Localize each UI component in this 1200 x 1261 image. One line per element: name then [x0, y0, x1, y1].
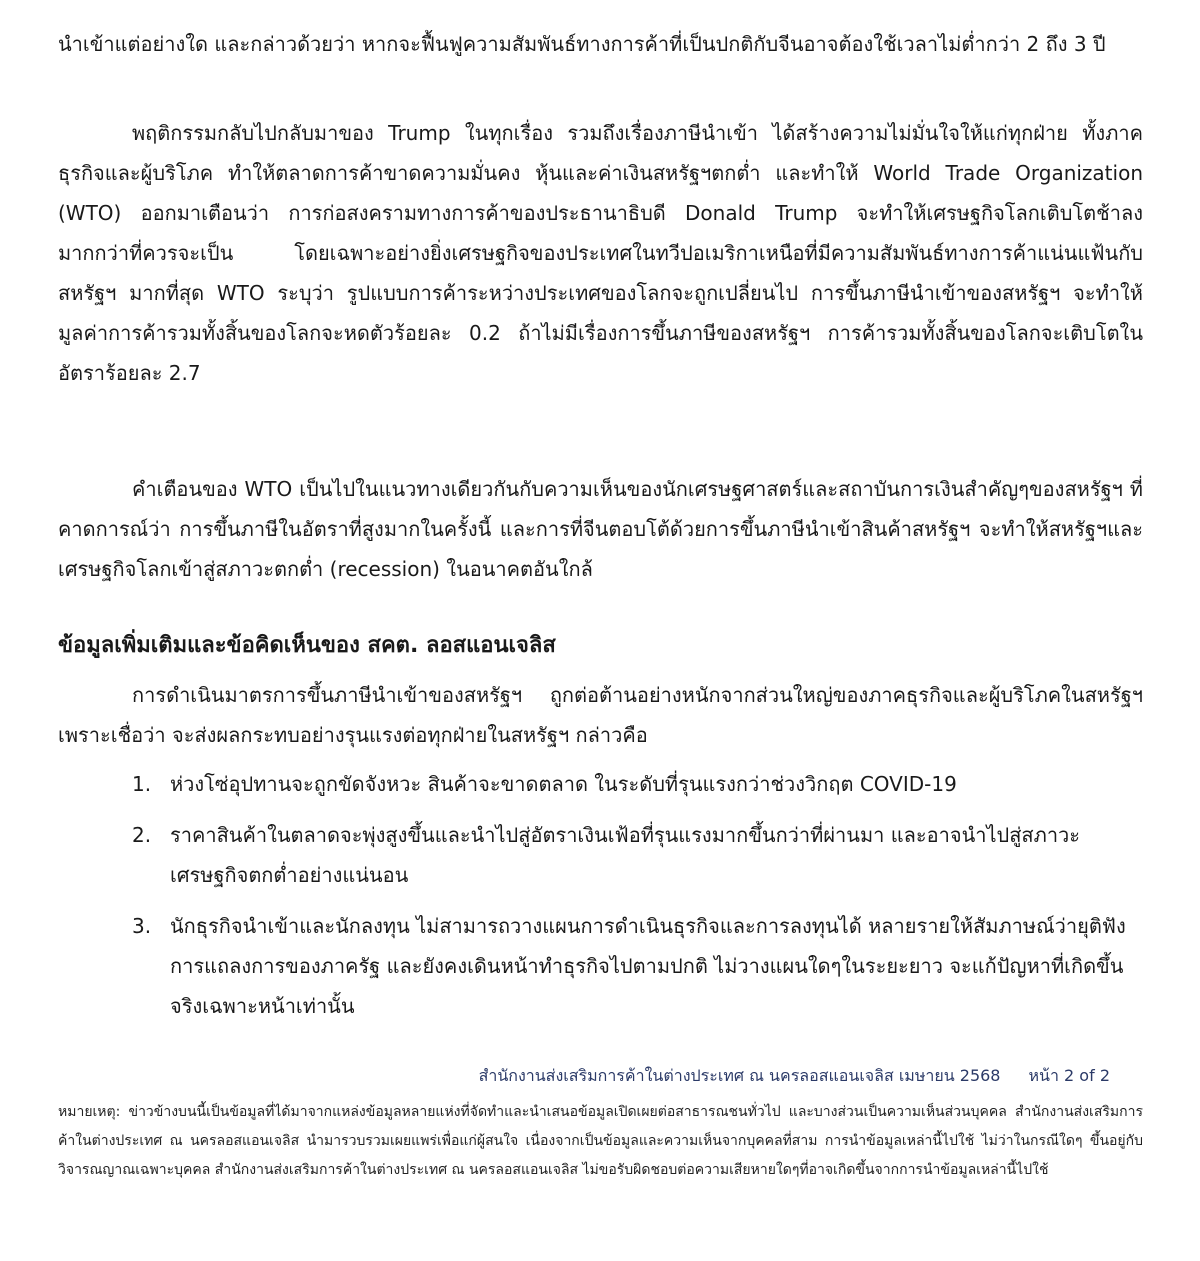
list-item-number: 3. — [132, 914, 152, 938]
footer — [479, 1064, 1110, 1089]
list-item-number: 1. — [132, 772, 152, 796]
list-item-text: ห่วงโซ่อุปทานจะถูกขัดจังหวะ สินค้าจะขาดตลาด ในระดับที่รุนแรงกว่าช่วงวิกฤต COVID-19 — [170, 772, 957, 796]
paragraph-top: นำเข้าแต่อย่างใด และกล่าวด้วยว่า หากจะฟื้นฟูความสัมพันธ์ทางการค้าที่เป็นปกติกับจีนอาจต้องใช้เวลาไม่ต่ำกว่า 2 ถึง 3 ปี — [58, 32, 1106, 56]
list-item-text: นักธุรกิจนำเข้าและนักลงทุน ไม่สามารถวางแผนการดำเนินธุรกิจและการลงทุนได้ หลายรายให้สัมภาษณ์ว่ายุติฟังการแถลงการของภาครัฐ และยังคงเดินหน้าทำธุรกิจไปตามปกติ ไม่วางแผนใดๆในระยะยาว จะแก้ปัญหาที่เกิดขึ้นจริงเฉพาะหน้าเท่านั้น — [170, 914, 1126, 1018]
section-heading: ข้อมูลเพิ่มเติมและข้อคิดเห็นของ สคต. ลอสแอนเจลิส — [58, 633, 556, 658]
paragraph-opposition: การดำเนินมาตรการขึ้นภาษีนำเข้าของสหรัฐฯ ถูกต่อต้านอย่างหนักจากส่วนใหญ่ของภาคธุรกิจและผู้บริโภคในสหรัฐฯ เพราะเชื่อว่า จะส่งผลกระทบอย่างรุนแรงต่อทุกฝ่ายในสหรัฐฯ กล่าวคือ — [58, 683, 1143, 747]
list-item-number: 2. — [132, 823, 152, 847]
paragraph-wto-warning: คำเตือนของ WTO เป็นไปในแนวทางเดียวกันกับความเห็นของนักเศรษฐศาสตร์และสถาบันการเงินสำคัญๆของสหรัฐฯ ที่คาดการณ์ว่า การขึ้นภาษีในอัตราที่สูงมากในครั้งนี้ และการที่จีนตอบโต้ด้วยการขึ้นภาษีนำเข้าสินค้าสหรัฐฯ จะทำให้สหรัฐฯและเศรษฐกิจโลกเข้าสู่สภาวะตกต่ำ (recession) ในอนาคตอันใกล้ — [58, 477, 1143, 581]
list-item — [58, 815, 1143, 895]
paragraph-trump-behavior: พฤติกรรมกลับไปกลับมาของ Trump ในทุกเรื่อง รวมถึงเรื่องภาษีนำเข้า ได้สร้างความไม่มั่นใจให้แก่ทุกฝ่าย ทั้งภาคธุรกิจและผู้บริโภค ทำให้ตลาดการค้าขาดความมั่นคง หุ้นและค่าเงินสหรัฐฯตกต่ำ และทำให้ World Trade Organization (WTO) ออกมาเตือนว่า การก่อสงครามทางการค้าของประธานาธิบดี Donald Trump จะทำให้เศรษฐกิจโลกเติบโตช้าลงมากกว่าที่ควรจะเป็น โดยเฉพาะอย่างยิ่งเศรษฐกิจของประเทศในทวีปอเมริกาเหนือที่มีความสัมพันธ์ทางการค้าแน่นแฟ้นกับสหรัฐฯ มากที่สุด WTO ระบุว่า รูปแบบการค้าระหว่างประเทศของโลกจะถูกเปลี่ยนไป การขึ้นภาษีนำเข้าของสหรัฐฯ จะทำให้มูลค่าการค้ารวมทั้งสิ้นของโลกจะหดตัวร้อยละ 0.2 ถ้าไม่มีเรื่องการขึ้นภาษีของสหรัฐฯ การค้ารวมทั้งสิ้นของโลกจะเติบโตในอัตราร้อยละ 2.7 — [58, 121, 1143, 385]
page-number: หน้า 2 of 2 — [1028, 1066, 1110, 1085]
list-item — [58, 764, 1143, 804]
footer-office-text: สำนักงานส่งเสริมการค้าในต่างประเทศ ณ นครลอสแอนเจลิส เมษายน 2568 — [478, 1066, 1001, 1085]
list-item-text: ราคาสินค้าในตลาดจะพุ่งสูงขึ้นและนำไปสู่อัตราเงินเฟ้อที่รุนแรงมากขึ้นกว่าที่ผ่านมา และอาจนำไปสู่สภาวะเศรษฐกิจตกต่ำอย่างแน่นอน — [170, 823, 1081, 887]
impact-list — [58, 764, 1143, 1037]
disclaimer-note: หมายเหตุ: ข่าวข้างบนนี้เป็นข้อมูลที่ได้มาจากแหล่งข้อมูลหลายแห่งที่จัดทำและนำเสนอข้อมูลเปิดเผยต่อสาธารณชนทั่วไป และบางส่วนเป็นความเห็นส่วนบุคคล สำนักงานส่งเสริมการค้าในต่างประเทศ ณ นครลอสแอนเจลิส นำมารวบรวมเผยแพร่เพื่อแก่ผู้สนใจ เนื่องจากเป็นข้อมูลและความเห็นจากบุคคลที่สาม การนำข้อมูลเหล่านี้ไปใช้ ไม่ว่าในกรณีใดๆ ขึ้นอยู่กับวิจารณญาณเฉพาะบุคคล สำนักงานส่งเสริมการค้าในต่างประเทศ ณ นครลอสแอนเจลิส ไม่ขอรับผิดชอบต่อความเสียหายใดๆที่อาจเกิดขึ้นจากการนำข้อมูลเหล่านี้ไปใช้ — [58, 1104, 1143, 1178]
list-item — [58, 906, 1143, 1026]
